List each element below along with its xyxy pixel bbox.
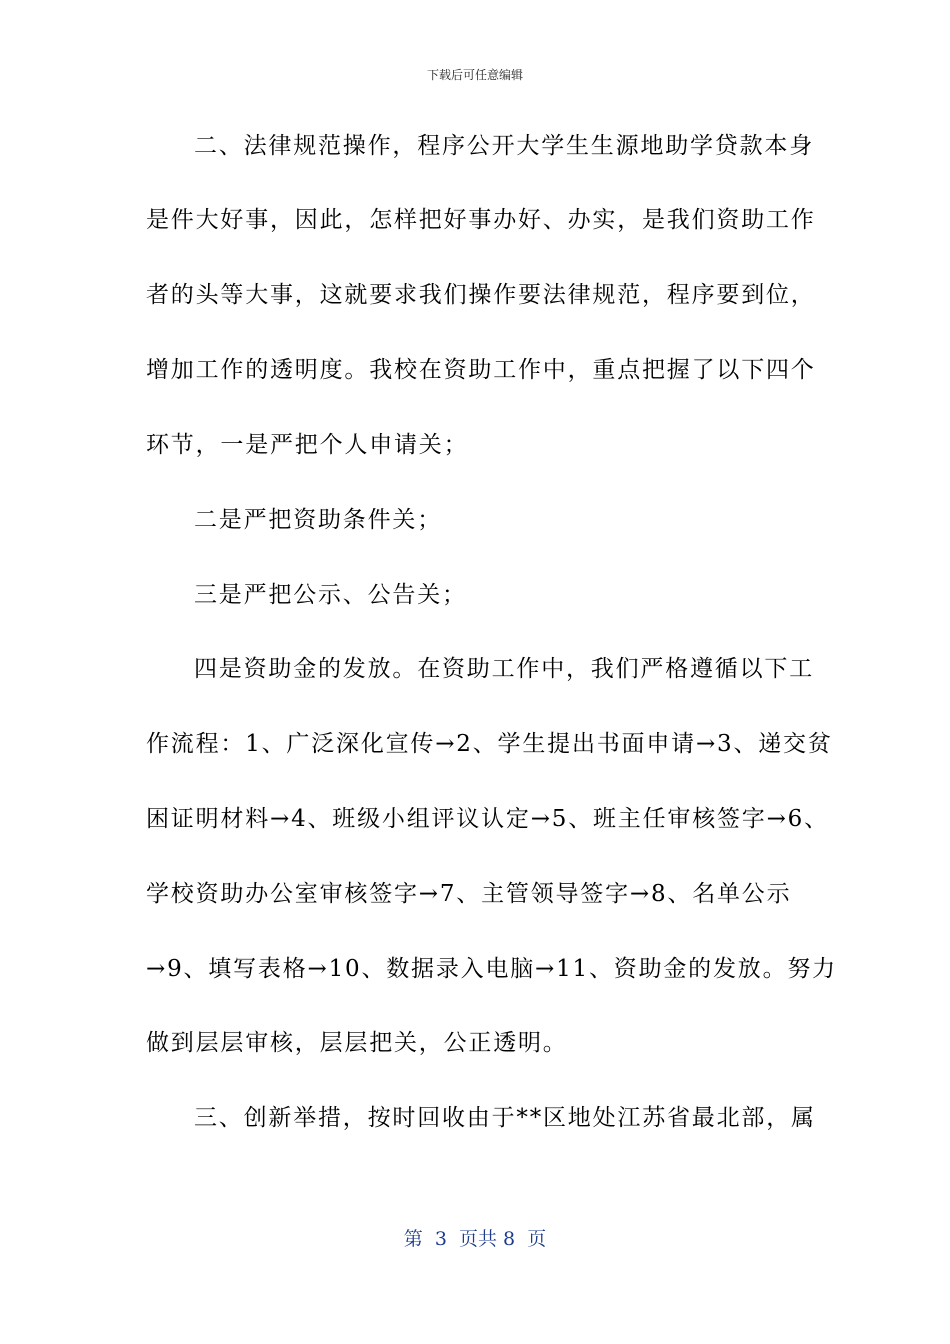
paragraph-line: 困证明材料→4、班级小组评议认定→5、班主任审核签字→6、 <box>146 806 829 832</box>
paragraph-line: 二是严把资助条件关； <box>194 507 442 533</box>
paragraph-line: 者的头等大事，这就要求我们操作要法律规范，程序要到位， <box>146 282 816 308</box>
paragraph-line: 环节，一是严把个人申请关； <box>146 432 469 458</box>
paragraph-line: 作流程：1、广泛深化宣传→2、学生提出书面申请→3、递交贫 <box>146 731 833 757</box>
paragraph-line: 四是资助金的发放。在资助工作中，我们严格遵循以下工 <box>194 656 814 682</box>
paragraph-line: 三是严把公示、公告关； <box>194 582 467 608</box>
page-number-footer: 第 3 页共 8 页 <box>403 1228 547 1250</box>
paragraph-line: 增加工作的透明度。我校在资助工作中，重点把握了以下四个 <box>146 357 816 383</box>
paragraph-line: 是件大好事，因此，怎样把好事办好、办实，是我们资助工作 <box>146 207 816 233</box>
paragraph-line: →9、填写表格→10、数据录入电脑→11、资助金的发放。努力 <box>146 956 837 982</box>
paragraph-line: 学校资助办公室审核签字→7、主管领导签字→8、名单公示 <box>146 881 792 907</box>
paragraph-line: 做到层层审核，层层把关，公正透明。 <box>146 1030 568 1056</box>
page-header: 下载后可任意编辑 <box>426 68 523 82</box>
paragraph-line: 二、法律规范操作，程序公开大学生生源地助学贷款本身 <box>194 133 814 159</box>
paragraph-line: 三、创新举措，按时回收由于**区地处江苏省最北部，属 <box>194 1105 816 1131</box>
